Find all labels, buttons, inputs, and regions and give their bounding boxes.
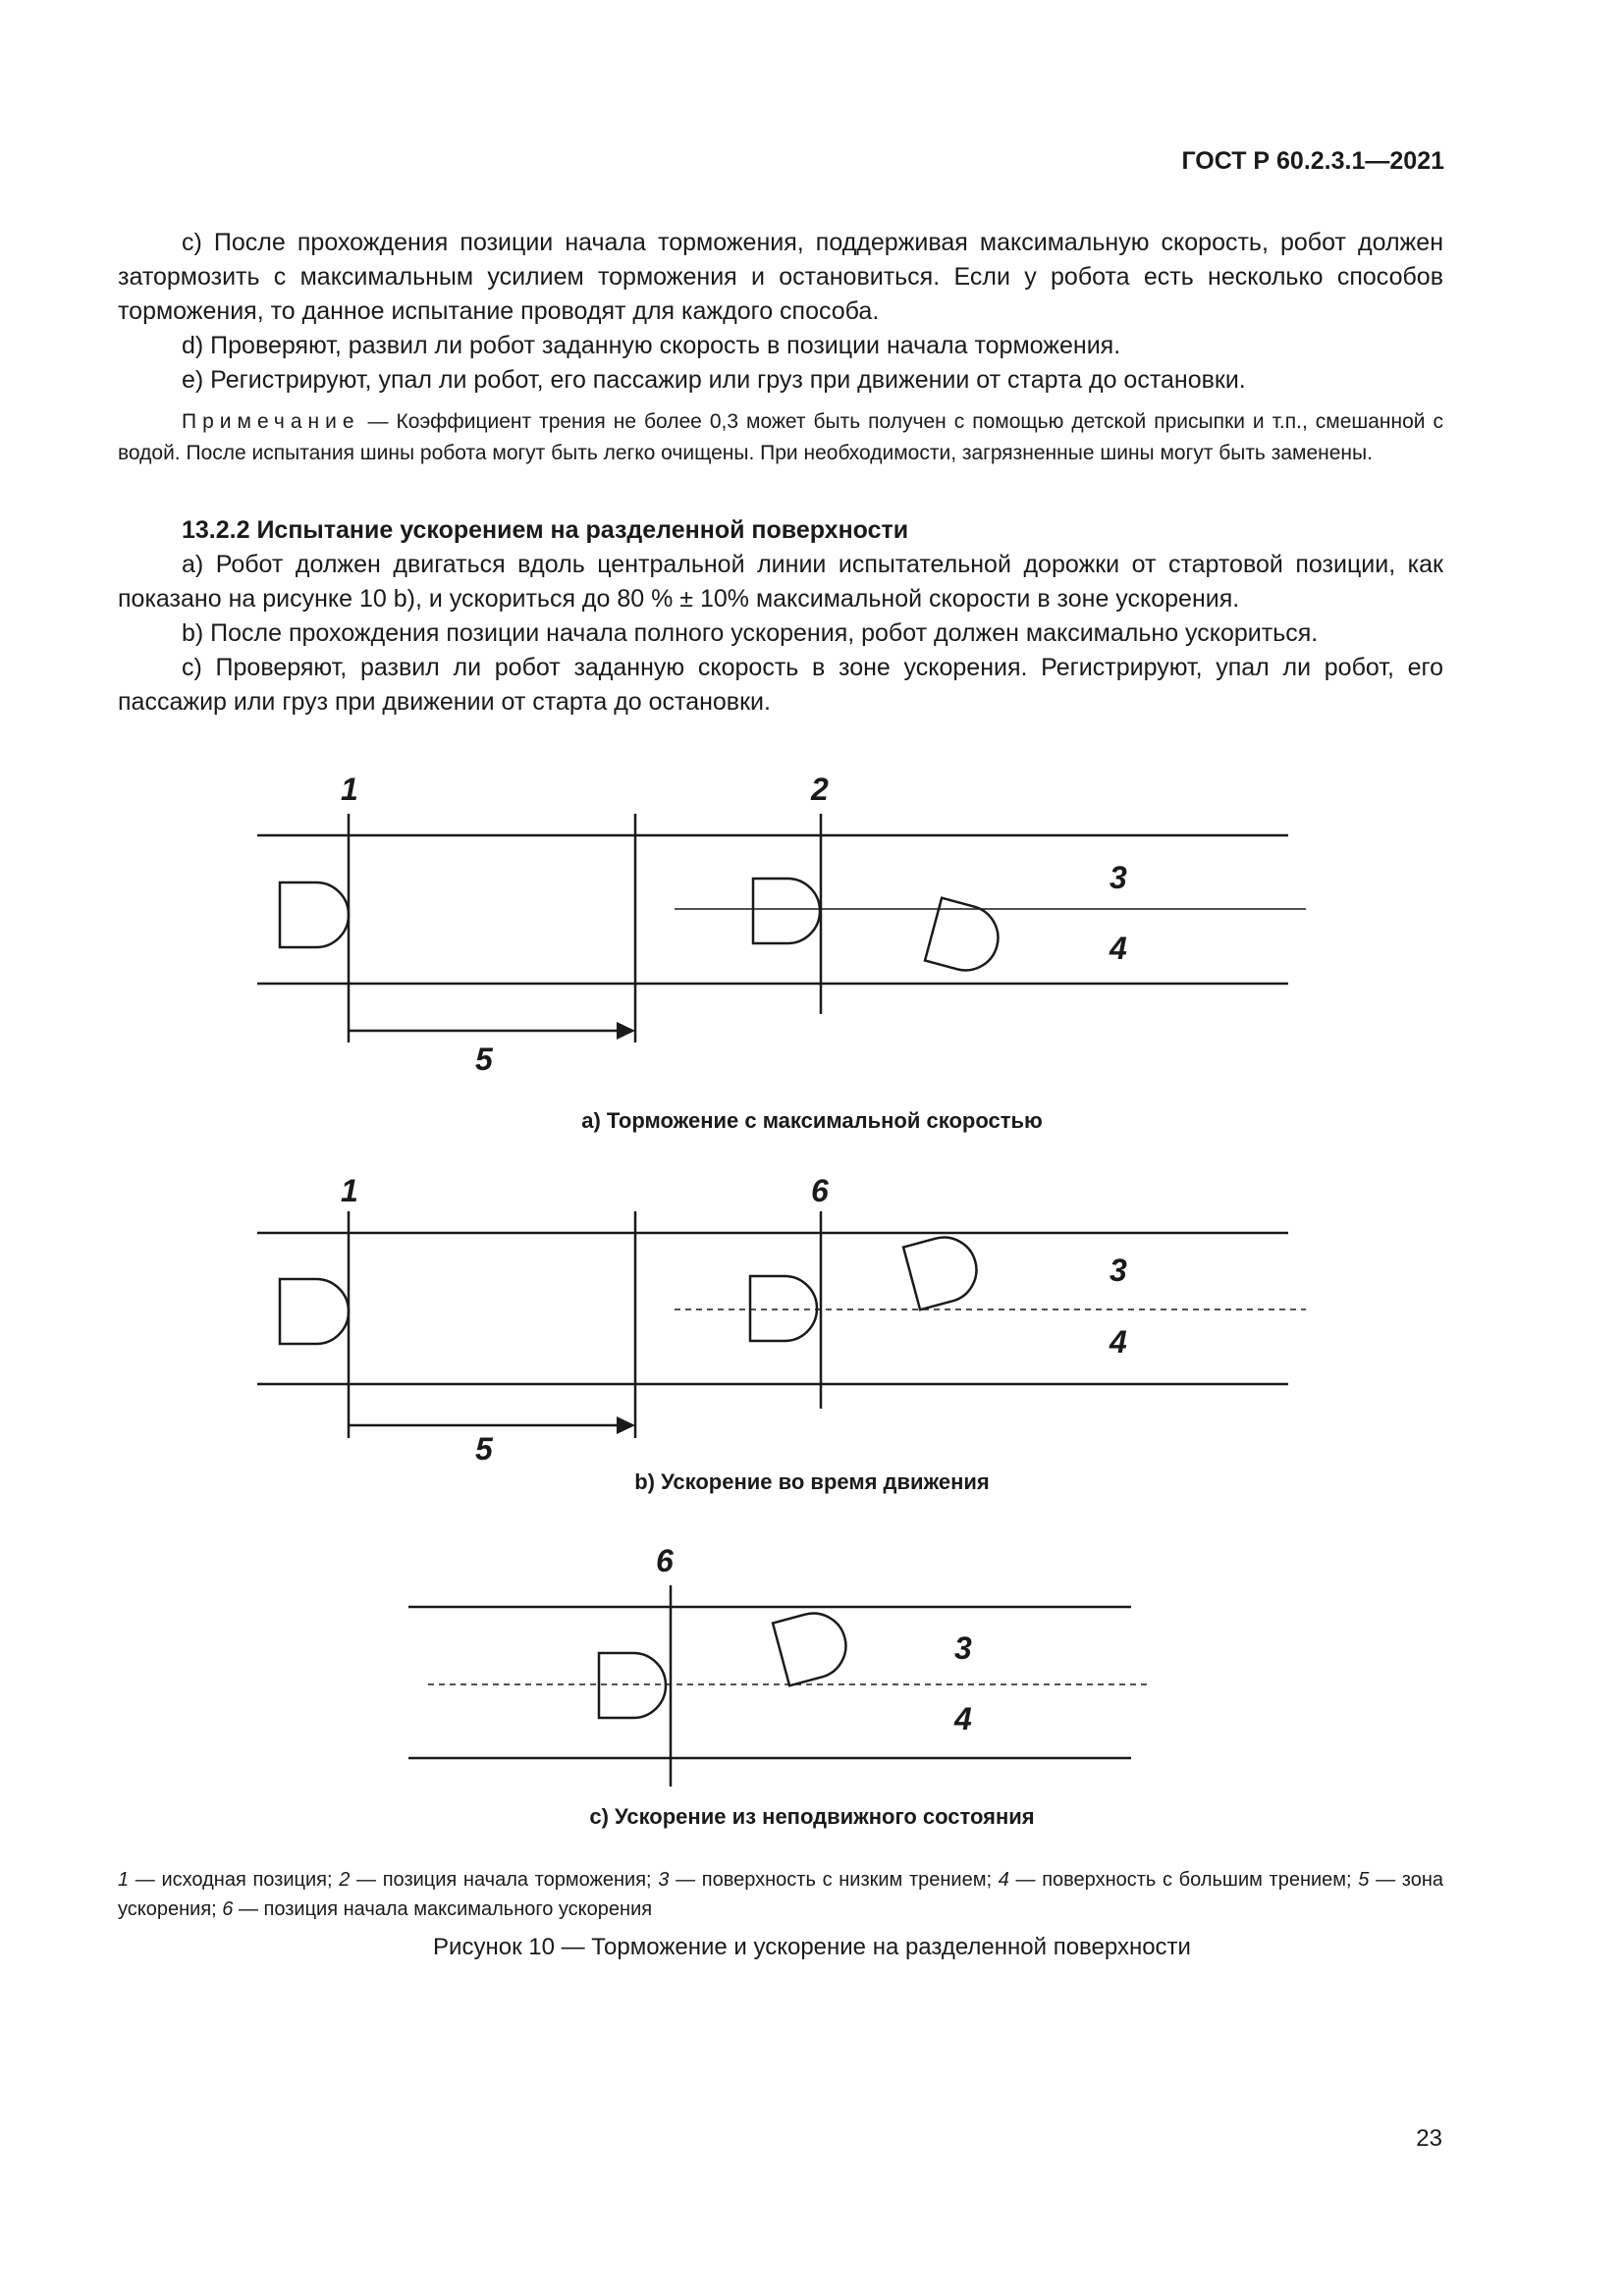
diagram-c-label-6: 6 (656, 1543, 674, 1578)
caption-a: a) Торможение с максимальной скоростью (581, 1108, 1043, 1133)
page-number: 23 (1416, 2125, 1442, 2152)
caption-b: b) Ускорение во время движения (634, 1469, 990, 1494)
diagram-b-label-4: 4 (1110, 1324, 1127, 1360)
legend-num-3: 3 (658, 1869, 670, 1891)
diagram-b-robot-mid (750, 1276, 817, 1341)
diagram-b-label-3: 3 (1110, 1253, 1127, 1288)
diagram-c-robot-start (599, 1653, 666, 1718)
paragraph-d: d) Проверяют, развил ли робот заданную скорость в позиции начала торможения. (182, 332, 1121, 359)
legend-num-5: 5 (1358, 1869, 1370, 1891)
legend-num-1: 1 (118, 1869, 130, 1891)
figure-legend: 1 — исходная позиция; 2 — позиция начала торможения; 3 — поверхность с низким трением; 4 — поверхность с большим трением; 5 — зона ускорения; 6 — позиция начала максимального ускорения (118, 1869, 1444, 1920)
section-title: 13.2.2 Испытание ускорением на разделенной поверхности (182, 516, 909, 544)
diagram-c-label-4: 4 (954, 1701, 972, 1736)
paragraph-c: c) После прохождения позиции начала торможения, поддерживая максимальную скорость, робот должен затормозить с максимальным усилием торможения и остановиться. Если у робота есть несколько способов торможения, то данное испытание проводят для каждого способа. (118, 229, 1443, 325)
diagram-a-robot-start (280, 882, 349, 947)
diagram-b-arrowhead (617, 1416, 635, 1434)
diagram-a-arrowhead (617, 1022, 635, 1040)
diagram-a-label-5: 5 (475, 1041, 493, 1077)
paragraph-e: e) Регистрируют, упал ли робот, его пассажир или груз при движении от старта до остановки. (182, 366, 1246, 394)
note-text: — Коэффициент трения не более 0,3 может быть получен с помощью детской присыпки и т.п., смешанной с водой. После испытания шины робота могут быть легко очищены. При необходимости, загрязненные шины могут быть заменены. (118, 410, 1443, 464)
legend-num-6: 6 (222, 1898, 234, 1920)
diagram-a-label-3: 3 (1110, 860, 1127, 895)
diagram-a-label-1: 1 (341, 772, 358, 807)
diagram-b-robot-start (280, 1279, 349, 1344)
document-header: ГОСТ Р 60.2.3.1—2021 (1181, 147, 1444, 175)
diagram-a-robot-tilted (925, 898, 1005, 978)
caption-c: c) Ускорение из неподвижного состояния (589, 1804, 1035, 1829)
legend-num-4: 4 (998, 1869, 1009, 1891)
section-paragraph-a: a) Робот должен двигаться вдоль центральной линии испытательной дорожки от стартовой позиции, как показано на рисунке 10 b), и ускориться до 80 % ± 10% максимальной скорости в зоне ускорения. (118, 551, 1443, 613)
diagram-a-label-4: 4 (1110, 931, 1127, 966)
diagram-b-label-1: 1 (341, 1173, 358, 1208)
diagram-c-robot-tilted (773, 1606, 853, 1685)
diagram-c-label-3: 3 (954, 1630, 972, 1666)
section-paragraph-c: c) Проверяют, развил ли робот заданную скорость в зоне ускорения. Регистрируют, упал ли робот, его пассажир или груз при движении от старта до остановки. (118, 654, 1443, 716)
diagram-b-label-6: 6 (811, 1173, 829, 1208)
figure-title: Рисунок 10 — Торможение и ускорение на разделенной поверхности (433, 1934, 1191, 1960)
diagram-b-label-5: 5 (475, 1431, 493, 1467)
diagram-a-robot-mid (753, 879, 820, 943)
legend-num-2: 2 (339, 1869, 351, 1891)
diagram-a-label-2: 2 (811, 772, 829, 807)
diagram-b-robot-tilted (903, 1230, 984, 1309)
section-paragraph-b: b) После прохождения позиции начала полного ускорения, робот должен максимально ускориться. (182, 619, 1319, 647)
note-label: Примечание (182, 410, 360, 433)
